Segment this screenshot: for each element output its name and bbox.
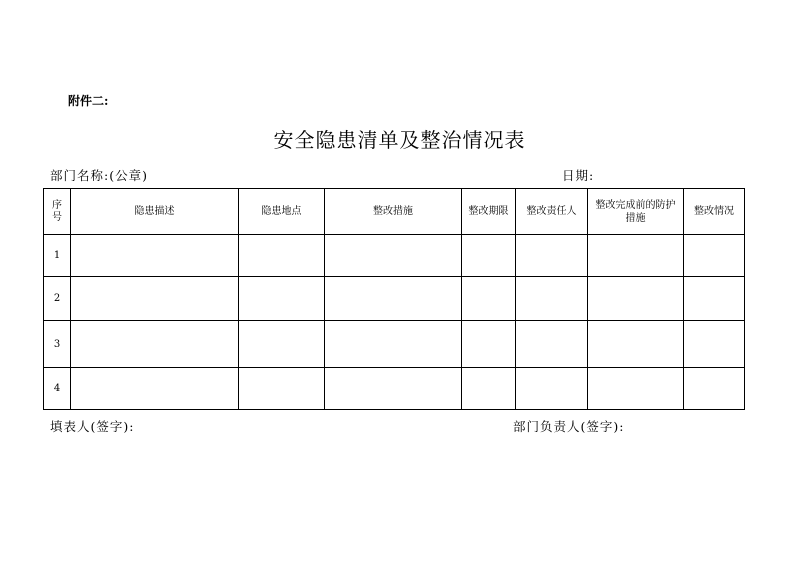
table-cell xyxy=(684,368,745,410)
table-cell xyxy=(462,277,516,321)
document-title: 安全隐患清单及整治情况表 xyxy=(273,128,526,152)
header-deadline: 整改期限 xyxy=(462,189,516,235)
table-cell xyxy=(71,277,239,321)
table-cell xyxy=(239,235,325,277)
filler-signature-label: 填表人(签字): xyxy=(50,419,135,434)
header-location: 隐患地点 xyxy=(239,189,325,235)
department-head-signature-label: 部门负责人(签字): xyxy=(513,419,625,434)
row-number: 1 xyxy=(44,235,71,277)
table-cell xyxy=(325,235,462,277)
table-cell xyxy=(684,277,745,321)
table-cell xyxy=(239,321,325,368)
header-interim-protection: 整改完成前的防护措施 xyxy=(588,189,684,235)
row-number: 4 xyxy=(44,368,71,410)
header-responsible: 整改责任人 xyxy=(516,189,588,235)
table-cell xyxy=(325,368,462,410)
table-cell xyxy=(71,321,239,368)
table-cell xyxy=(462,368,516,410)
table-cell xyxy=(325,277,462,321)
table-cell xyxy=(684,235,745,277)
row-number: 2 xyxy=(44,277,71,321)
table-cell xyxy=(462,321,516,368)
row-number: 3 xyxy=(44,321,71,368)
table-header-row xyxy=(44,189,745,235)
table-cell xyxy=(516,321,588,368)
department-label: 部门名称:(公章) xyxy=(50,168,148,183)
table-cell xyxy=(239,277,325,321)
header-description: 隐患描述 xyxy=(71,189,239,235)
table-cell xyxy=(516,277,588,321)
header-measures: 整改措施 xyxy=(325,189,462,235)
table-cell xyxy=(462,235,516,277)
table-cell xyxy=(325,321,462,368)
table-cell xyxy=(588,235,684,277)
table-row xyxy=(44,368,745,410)
table-row xyxy=(44,235,745,277)
hazard-table xyxy=(43,188,745,410)
table-cell xyxy=(588,368,684,410)
table-cell xyxy=(71,368,239,410)
table-cell xyxy=(71,235,239,277)
table-cell xyxy=(239,368,325,410)
table-cell xyxy=(684,321,745,368)
table-row xyxy=(44,277,745,321)
table-cell xyxy=(516,235,588,277)
table-cell xyxy=(516,368,588,410)
header-status: 整改情况 xyxy=(684,189,745,235)
table-row xyxy=(44,321,745,368)
date-label: 日期: xyxy=(562,168,595,183)
header-serial: 序号 xyxy=(44,189,71,235)
table-cell xyxy=(588,277,684,321)
table-cell xyxy=(588,321,684,368)
attachment-label: 附件二: xyxy=(68,94,109,108)
